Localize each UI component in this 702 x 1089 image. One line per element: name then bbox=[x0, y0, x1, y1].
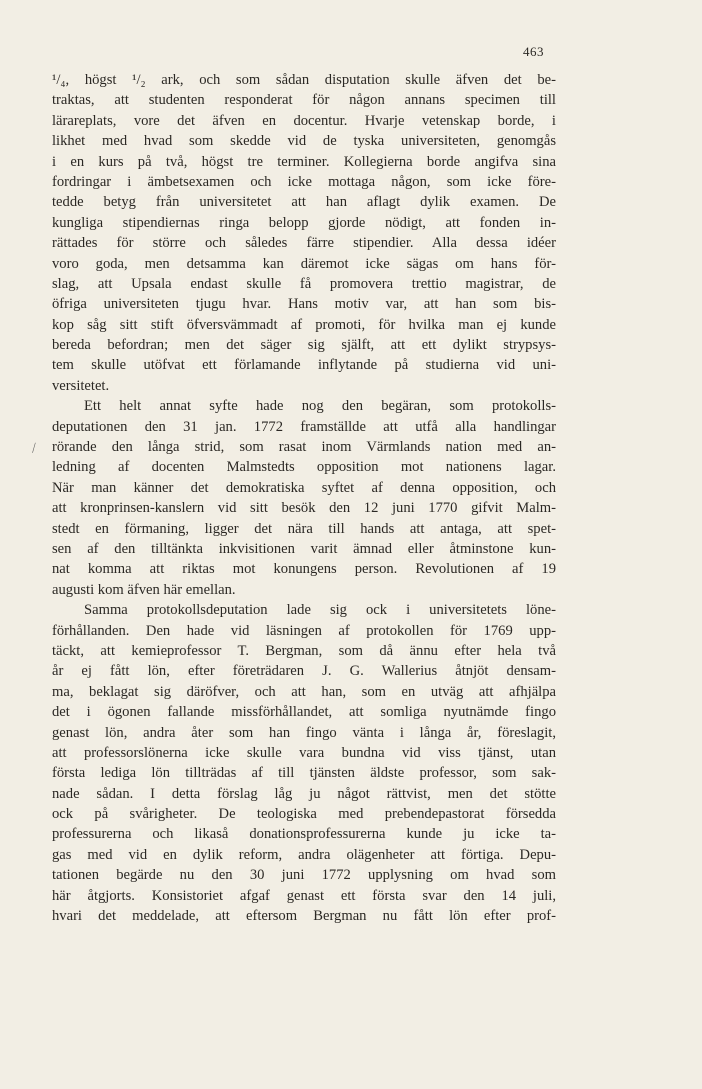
text-line: år ej fått lön, efter företrädaren J. G. Wallerius åtnjöt densam- bbox=[52, 663, 556, 680]
body-text bbox=[52, 70, 556, 926]
text-line: första lediga lön tillträdas af till tjänsten äldste professor, som sak- bbox=[52, 765, 556, 782]
text-line: kungliga stipendiernas ringa belopp gjorde nödigt, att fonden in- bbox=[52, 214, 556, 231]
text-line: tedde betyg från universitetet att han aflagt dylik examen. De bbox=[52, 194, 556, 211]
text-line: rörande den långa strid, som rasat inom Värmlands nation med an- bbox=[52, 439, 556, 456]
text-line: hvari det meddelade, att eftersom Bergman nu fått lön efter prof- bbox=[52, 908, 556, 925]
text-line: att professorslönerna icke skulle vara bundna vid viss tjänst, utan bbox=[52, 744, 556, 761]
margin-mark: ⁄ bbox=[30, 440, 38, 455]
text-line: kop såg sitt stift öfversvämmadt af promoti, för hvilka man ej kunde bbox=[52, 316, 556, 333]
text-line: här åtgjorts. Konsistoriet afgaf genast ett första svar den 14 juli, bbox=[52, 887, 556, 904]
text-line: lärareplats, vore det äfven en docentur. Hvarje vetenskap borde, i bbox=[52, 112, 556, 129]
text-line: professurerna och likaså donationsprofessurerna kunde ju icke ta- bbox=[52, 826, 556, 843]
text-line: förhållanden. Den hade vid läsningen af protokollen för 1769 upp- bbox=[52, 622, 556, 639]
text-line: tationen begärde nu den 30 juni 1772 upplysning om hvad som bbox=[52, 867, 556, 884]
text-line: att kronprinsen-kanslern vid sitt besök den 12 juni 1770 gifvit Malm- bbox=[52, 500, 556, 517]
text-line: traktas, att studenten responderat för någon annans specimen till bbox=[52, 92, 556, 109]
text-line: sen af den tilltänkta inkvisitionen varit ämnad eller åtminstone kun- bbox=[52, 540, 556, 557]
text-line: fordringar i ämbetsexamen och icke mottaga någon, som icke före- bbox=[52, 173, 556, 190]
text-line: likhet med hvad som skedde vid de tyska universiteten, genomgås bbox=[52, 133, 556, 150]
text-line: gas med vid en dylik reform, andra olägenheter att förtiga. Depu- bbox=[52, 846, 556, 863]
text-line: Samma protokollsdeputation lade sig ock i universitetets löne- bbox=[84, 602, 556, 619]
text-line: ock på svårigheter. De teologiska med prebendepastorat försedda bbox=[52, 806, 556, 823]
text-line: täckt, att kemieprofessor T. Bergman, som då ännu efter hela två bbox=[52, 642, 556, 659]
text-line: öfriga universiteten tjugu hvar. Hans motiv var, att han som bis- bbox=[52, 296, 556, 313]
text-line: versitetet. bbox=[52, 377, 110, 394]
text-line: tem skulle utöfvat ett förlamande inflytande på studierna vid uni- bbox=[52, 357, 556, 374]
text-line: nat komma att riktas mot konungens person. Revolutionen af 19 bbox=[52, 561, 556, 578]
text-line: ma, beklagat sig däröfver, och att han, som en utväg att afhjälpa bbox=[52, 683, 556, 700]
text-line: slag, att Upsala endast skulle få promovera trettio magistrar, de bbox=[52, 275, 556, 292]
text-line: deputationen den 31 jan. 1772 framställde att utfå alla handlingar bbox=[52, 418, 556, 435]
text-line: augusti kom äfven här emellan. bbox=[52, 581, 236, 598]
text-line: det i ögonen fallande missförhållandet, att somliga nyutnämde fingo bbox=[52, 704, 556, 721]
text-line: När man känner det demokratiska syftet af denna opposition, och bbox=[52, 479, 556, 496]
text-line: nade sådan. I detta förslag låg ju något rättvist, men det stötte bbox=[52, 785, 556, 802]
text-line: bereda befordran; men det säger sig själft, att ett dylikt strypsys- bbox=[52, 337, 556, 354]
text-line: stedt en förmaning, ligger det nära till hands att antaga, att spet- bbox=[52, 520, 556, 537]
text-line: voro goda, men detsamma kan däremot icke sägas om hans för- bbox=[52, 255, 556, 272]
text-line: genast lön, andra åter som han fingo vänta i långa år, föreslagit, bbox=[52, 724, 556, 741]
text-line: i en kurs på två, högst tre terminer. Kollegierna borde angifva sina bbox=[52, 153, 556, 170]
text-line: ¹/₄, högst ¹/₂ ark, och som sådan disputation skulle äfven det be- bbox=[52, 72, 556, 88]
page-number: 463 bbox=[523, 44, 544, 59]
text-line: rättades för större och således färre stipendier. Alla dessa idéer bbox=[52, 235, 556, 252]
text-line: ledning af docenten Malmstedts opposition mot nationens lagar. bbox=[52, 459, 556, 476]
text-line: Ett helt annat syfte hade nog den begäran, som protokolls- bbox=[84, 398, 556, 415]
